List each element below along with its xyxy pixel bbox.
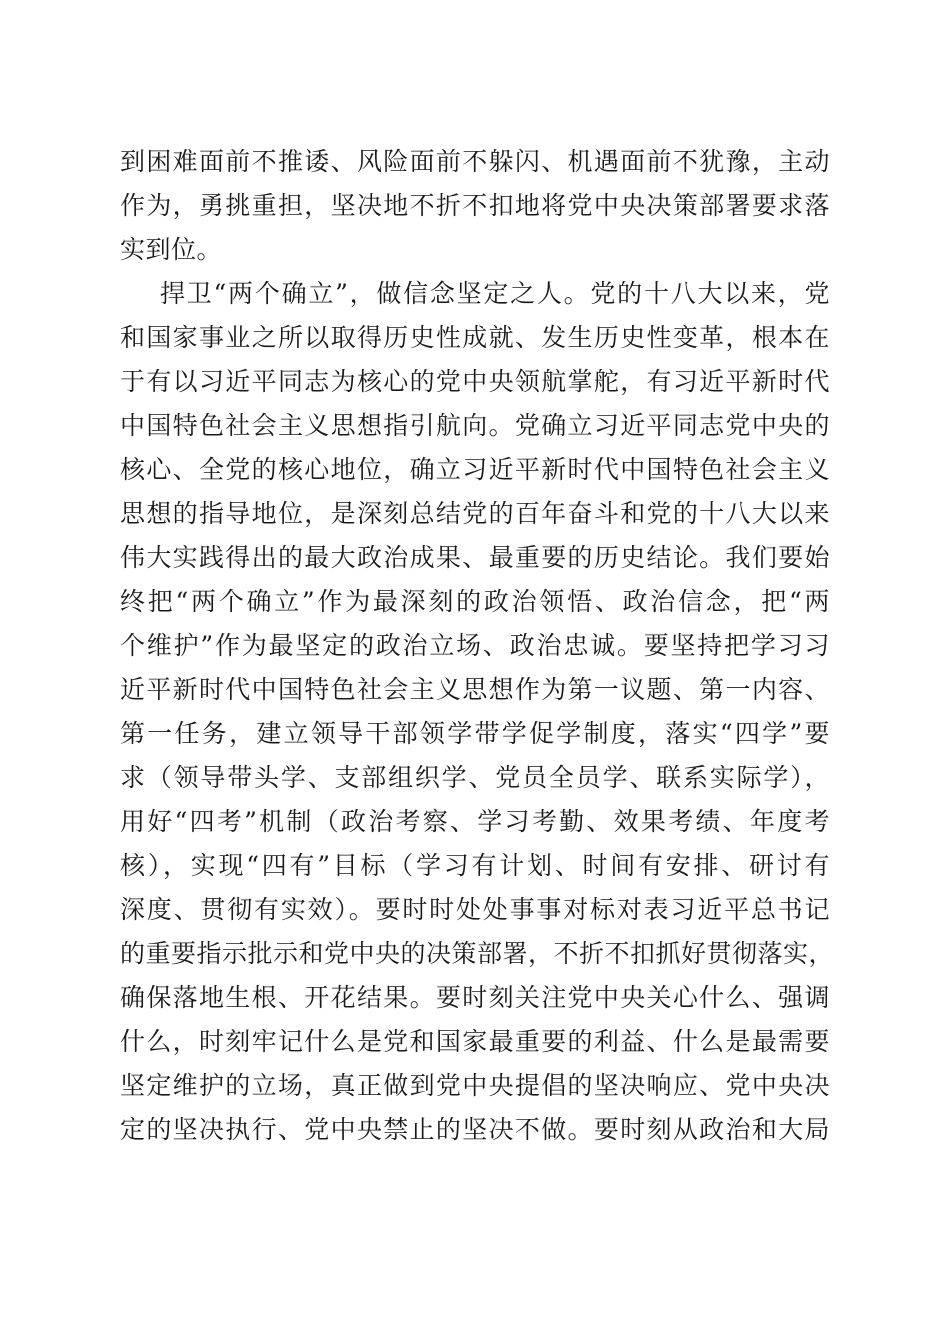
text-line: 于有以习近平同志为核心的党中央领航掌舵，有习近平新时代 (120, 367, 830, 396)
text-line: 捍卫“两个确立”，做信念坚定之人。党的十八大以来，党 (160, 279, 830, 308)
text-line: 用好“四考”机制（政治考察、学习考勤、效果考绩、年度考 (120, 807, 830, 836)
text-line: 伟大实践得出的最大政治成果、最重要的历史结论。我们要始 (120, 543, 830, 572)
paragraph-two-establishments (120, 272, 835, 1152)
text-line: 第一任务，建立领导干部领学带学促学制度，落实“四学”要 (120, 719, 830, 748)
text-line: 深度、贯彻有实效）。要时时处处事事对标对表习近平总书记 (120, 895, 830, 924)
text-line: 中国特色社会主义思想指引航向。党确立习近平同志党中央的 (120, 411, 830, 440)
text-line: 到困难面前不推诿、风险面前不躲闪、机遇面前不犹豫，主动 (120, 147, 830, 176)
text-line: 坚定维护的立场，真正做到党中央提倡的坚决响应、党中央决 (120, 1071, 830, 1100)
text-line: 实到位。 (120, 235, 223, 264)
text-line: 核心、全党的核心地位，确立习近平新时代中国特色社会主义 (120, 455, 830, 484)
text-line: 什么，时刻牢记什么是党和国家最重要的利益、什么是最需要 (120, 1027, 830, 1056)
text-line: 的重要指示批示和党中央的决策部署，不折不扣抓好贯彻落实， (120, 939, 835, 968)
paragraph-continuation (120, 140, 830, 272)
body-text (120, 140, 835, 1152)
text-line: 终把“两个确立”作为最深刻的政治领悟、政治信念，把“两 (120, 587, 830, 616)
text-line: 思想的指导地位，是深刻总结党的百年奋斗和党的十八大以来 (120, 499, 830, 528)
text-line: 近平新时代中国特色社会主义思想作为第一议题、第一内容、 (120, 675, 830, 704)
text-line: 个维护”作为最坚定的政治立场、政治忠诚。要坚持把学习习 (120, 631, 830, 660)
text-line: 核），实现“四有”目标（学习有计划、时间有安排、研讨有 (120, 851, 830, 880)
text-line: 确保落地生根、开花结果。要时刻关注党中央关心什么、强调 (120, 983, 830, 1012)
text-line: 作为，勇挑重担，坚决地不折不扣地将党中央决策部署要求落 (120, 191, 830, 220)
text-line: 和国家事业之所以取得历史性成就、发生历史性变革，根本在 (120, 323, 830, 352)
text-line: 定的坚决执行、党中央禁止的坚决不做。要时刻从政治和大局 (120, 1115, 830, 1144)
text-line: 求（领导带头学、支部组织学、党员全员学、联系实际学）， (120, 763, 830, 792)
